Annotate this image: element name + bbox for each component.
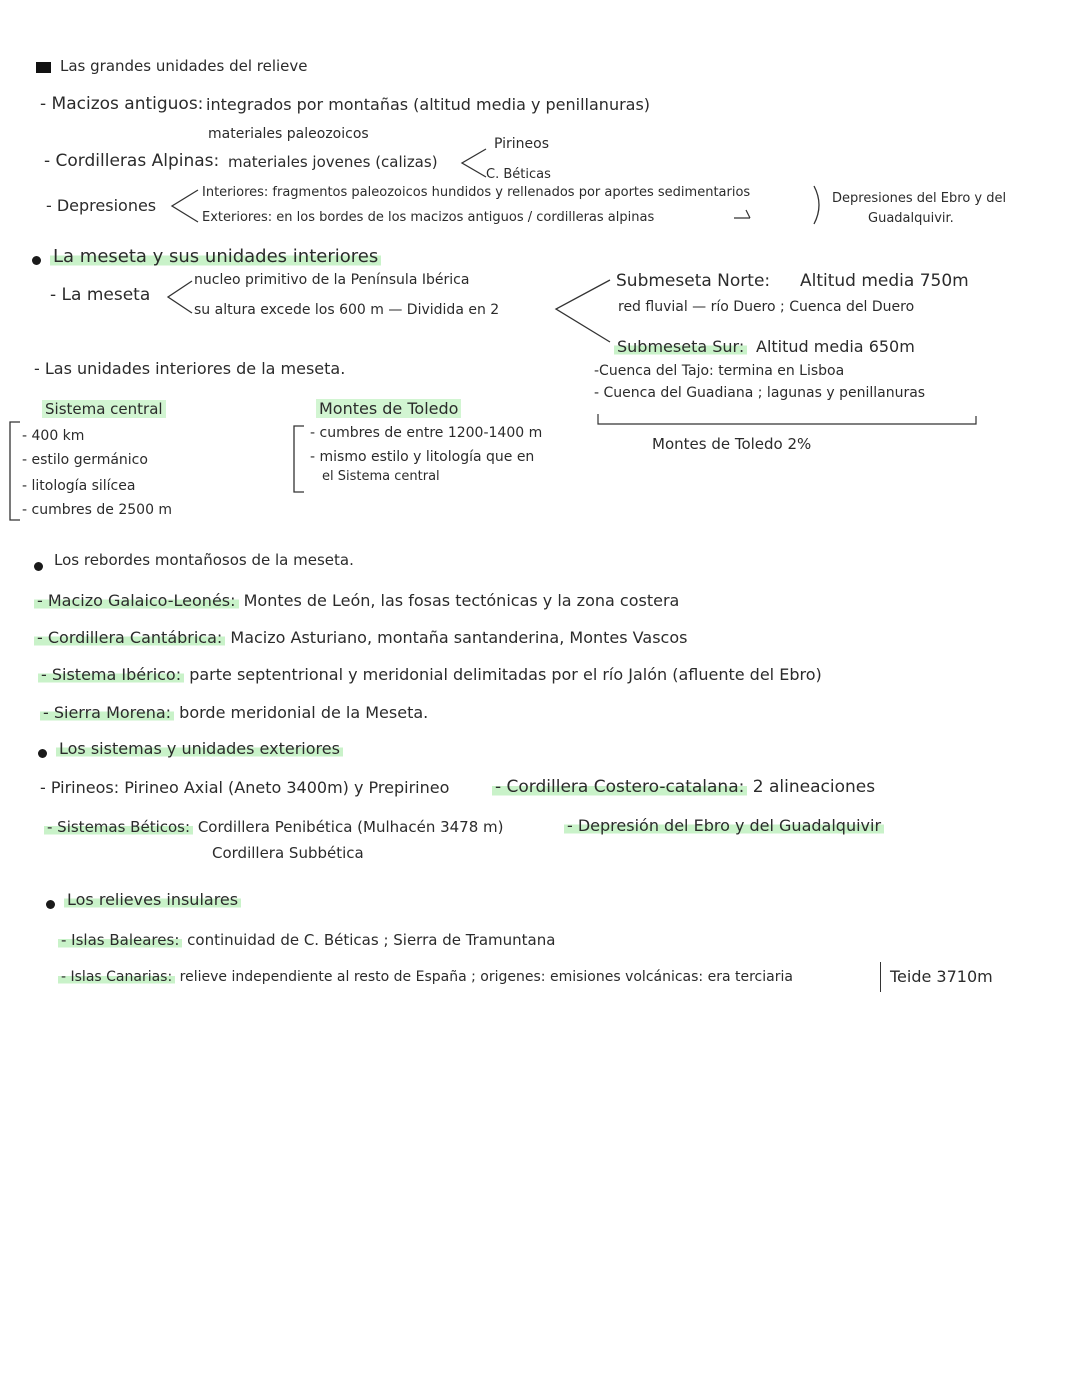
reborde-4 [40, 705, 428, 721]
submeseta-norte-red: red fluvial — río Duero ; Cuenca del Duero [618, 299, 915, 315]
baleares-label: - Islas Baleares: [58, 931, 182, 949]
sistema-central-title: Sistema central [42, 402, 166, 417]
section2-bullet [32, 256, 41, 265]
reborde-2-label: - Cordillera Cantábrica: [34, 628, 225, 647]
sur-bracket-icon [596, 412, 982, 428]
beticos-text: Cordillera Penibética (Mulhacén 3478 m) [197, 818, 504, 836]
submeseta-brace-icon [552, 276, 614, 346]
depresiones-close-paren-icon [812, 184, 826, 226]
canarias-text: relieve independiente al resto de España ; origenes: emisiones volcánicas: era terciaria [179, 969, 793, 985]
materiales-paleozoicos: materiales paleozoicos [208, 126, 369, 142]
macizos-label: - Macizos antiguos: [40, 94, 204, 114]
section2-heading: La meseta y sus unidades interiores [50, 248, 381, 266]
submeseta-sur-label: Submeseta Sur: [614, 339, 747, 355]
submeseta-sur-text: Altitud media 650m [756, 337, 915, 356]
section3-heading: Los rebordes montañosos de la meseta. [54, 551, 354, 569]
section4-bullet [38, 749, 47, 758]
teide-note: Teide 3710m [890, 967, 993, 986]
sc-item-1: - 400 km [22, 428, 85, 444]
cuenca-tajo: -Cuenca del Tajo: termina en Lisboa [594, 363, 845, 379]
reborde-1-label: - Macizo Galaico-Leonés: [34, 591, 239, 610]
montes-toledo-pct: Montes de Toledo 2% [652, 435, 812, 453]
section5-heading: Los relieves insulares [64, 892, 241, 908]
reborde-3-label: - Sistema Ibérico: [38, 665, 184, 684]
beticos-label: - Sistemas Béticos: [44, 818, 193, 836]
teide-divider [880, 962, 881, 992]
interiores-text: Interiores: fragmentos paleozoicos hundidos y rellenados por aportes sedimentarios [202, 185, 751, 200]
canarias-label: - Islas Canarias: [58, 969, 175, 985]
exteriores-arrow-icon [732, 206, 754, 220]
depresiones-result-2: Guadalquivir. [868, 211, 954, 226]
costero-text: 2 alineaciones [752, 777, 876, 797]
reborde-4-label: - Sierra Morena: [40, 703, 174, 722]
section3-bullet [34, 562, 43, 571]
cordillera-subbetica: Cordillera Subbética [212, 844, 364, 862]
reborde-4-text: borde meridonial de la Meseta. [179, 703, 429, 722]
montes-toledo-title: Montes de Toledo [316, 401, 461, 417]
section4-heading: Los sistemas y unidades exteriores [56, 741, 343, 757]
sistema-central-bracket-icon [8, 420, 22, 524]
baleares-line [58, 933, 555, 948]
beticos-line [44, 820, 504, 835]
montes-toledo-bracket-icon [292, 424, 306, 496]
depresiones-label: - Depresiones [46, 196, 157, 215]
section5-bullet [46, 900, 55, 909]
submeseta-norte-text: Altitud media 750m [800, 271, 969, 291]
nucleo-text: nucleo primitivo de la Península Ibérica [194, 272, 470, 288]
costero-line [492, 779, 875, 796]
meseta-brace-icon [164, 278, 194, 316]
baleares-text: continuidad de C. Béticas ; Sierra de Tramuntana [187, 931, 556, 949]
macizos-text: integrados por montañas (altitud media y penillanuras) [206, 95, 651, 114]
submeseta-norte-label: Submeseta Norte: [616, 271, 771, 291]
reborde-1 [34, 593, 679, 609]
meseta-label: - La meseta [50, 285, 151, 305]
sc-item-4: - cumbres de 2500 m [22, 502, 173, 518]
depresiones-brace-icon [168, 186, 200, 226]
sc-item-3: - litología silícea [22, 478, 136, 494]
c-beticas-note: C. Béticas [486, 167, 551, 182]
pirineos-label: - Pirineos: [40, 778, 120, 797]
mt-item-3: el Sistema central [322, 469, 440, 484]
mt-item-2: - mismo estilo y litología que en [310, 449, 535, 465]
depresion-ebro-guadalquivir: - Depresión del Ebro y del Guadalquivir [564, 818, 884, 834]
reborde-1-text: Montes de León, las fosas tectónicas y la zona costera [243, 591, 680, 610]
exteriores-text: Exteriores: en los bordes de los macizos antiguos / cordilleras alpinas [202, 210, 655, 225]
pirineos-text: Pirineo Axial (Aneto 3400m) y Prepirineo [124, 778, 450, 797]
reborde-3 [38, 667, 822, 683]
unidades-interiores-label: - Las unidades interiores de la meseta. [34, 359, 346, 378]
reborde-2-text: Macizo Asturiano, montaña santanderina, Montes Vascos [230, 628, 688, 647]
depresiones-result-1: Depresiones del Ebro y del [832, 191, 1007, 206]
cordilleras-text: materiales jovenes (calizas) [228, 153, 438, 171]
mt-item-1: - cumbres de entre 1200-1400 m [310, 425, 543, 441]
cordilleras-brace-icon [458, 146, 488, 180]
reborde-2 [34, 630, 687, 646]
pirineos-note: Pirineos [494, 136, 550, 152]
sc-item-2: - estilo germánico [22, 452, 148, 468]
altura-text: su altura excede los 600 m — Dividida en 2 [194, 302, 500, 318]
reborde-3-text: parte septentrional y meridonial delimitadas por el río Jalón (afluente del Ebro) [189, 665, 822, 684]
costero-label: - Cordillera Costero-catalana: [492, 777, 747, 797]
cuenca-guadiana: - Cuenca del Guadiana ; lagunas y penillanuras [594, 385, 926, 401]
section1-heading: Las grandes unidades del relieve [60, 57, 308, 75]
cordilleras-label: - Cordilleras Alpinas: [44, 151, 220, 171]
canarias-line [58, 970, 793, 984]
pirineos-line [40, 780, 449, 796]
heading-square-bullet [36, 62, 51, 73]
